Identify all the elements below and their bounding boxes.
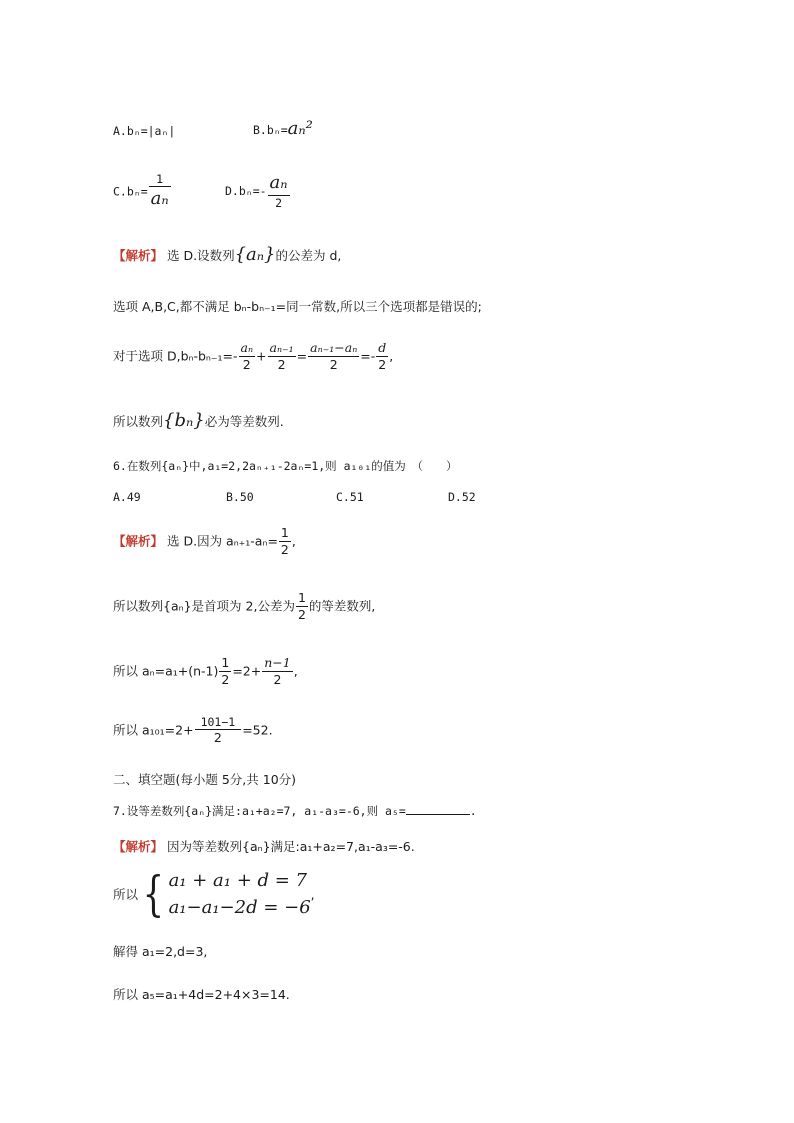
section-heading: 二、填空题(每小题 5分,共 10分)	[113, 772, 297, 787]
option-c-fraction: $\frac{1}{\text{aₙ}}$	[150, 172, 169, 210]
option-a	[113, 124, 175, 138]
q6-solution-line-1: 【解析】 选 D.因为 aₙ₊₁-aₙ= $\frac{1}{2}$ ,	[113, 525, 296, 557]
q6-option-b: B.50	[226, 490, 254, 504]
q6-question: 6.在数列{aₙ}中,a₁=2,2aₙ₊₁-2aₙ=1,则 a₁₀₁的值为 （ ）	[113, 459, 458, 473]
equation-1: a₁ + a₁ + d = 7	[168, 870, 308, 891]
system-brace: {	[142, 866, 164, 922]
q7-solution-line-3: 解得 a₁=2,d=3,	[113, 944, 208, 959]
option-d-text: D.bₙ=-	[225, 184, 267, 199]
equation-2: a₁−a₁−2d = −6	[168, 897, 311, 918]
q5-solution-line-1: 【解析】 选 D.设数列{aₙ}的公差为 d,	[113, 244, 342, 265]
q7-solution-line-2: 所以{ a₁ + a₁ + d = 7 a₁−a₁−2d = −6 ,	[113, 866, 315, 922]
q6-solution-line-2: 所以数列{aₙ}是首项为 2,公差为 $\frac{1}{2}$ 的等差数列,	[113, 590, 376, 622]
solution-tag: 【解析】	[113, 839, 164, 854]
q5-solution-line-2: 选项 A,B,C,都不满足 bₙ-bₙ₋₁=同一常数,所以三个选项都是错误的;	[113, 299, 482, 314]
solution-tag: 【解析】	[113, 533, 164, 549]
equation-system	[169, 867, 311, 921]
answer-blank	[406, 804, 470, 815]
option-d-fraction: $\frac{\text{aₙ}}{2}$	[269, 172, 288, 210]
q6-option-d: D.52	[448, 490, 476, 504]
q5-solution-line-4: 所以数列{bₙ}必为等差数列.	[113, 410, 284, 431]
option-b-math: aₙ²	[287, 118, 313, 139]
option-c-text: C.bₙ=	[113, 184, 148, 199]
option-d	[225, 172, 291, 211]
option-c	[113, 172, 172, 212]
q6-solution-line-4: 所以 a₁₀₁=2+ $\frac{101-1}{2}$ =52.	[113, 715, 273, 746]
option-b	[253, 118, 313, 139]
option-b-text: B.bₙ=	[253, 123, 288, 137]
q7-solution-line-1: 【解析】 因为等差数列{aₙ}满足:a₁+a₂=7,a₁-a₃=-6.	[113, 839, 415, 854]
q6-solution-line-3: 所以 aₙ=a₁+(n-1) $\frac{1}{2}$ =2+ $\frac{n-1}{2}$ ,	[113, 655, 298, 687]
q7-solution-line-4: 所以 a₅=a₁+4d=2+4×3=14.	[113, 987, 290, 1002]
q7-question: 7.设等差数列{aₙ}满足:a₁+a₂=7, a₁-a₃=-6,则 a₅= .	[113, 804, 477, 818]
solution-tag: 【解析】	[113, 248, 164, 263]
option-a-text: A.bₙ=|aₙ|	[113, 124, 176, 138]
q5-solution-line-3: 对于选项 D,bₙ-bₙ₋₁=- $\frac{\text{aₙ}}{2}$ + $\frac{\text{aₙ₋₁}}{2}$ = $\frac{\text{aₙ₋₁−aₙ}}{2}$ =- $\frac{d}{2}$ ,	[113, 340, 394, 372]
q6-option-a: A.49	[113, 490, 141, 504]
q6-option-c: C.51	[336, 490, 364, 504]
